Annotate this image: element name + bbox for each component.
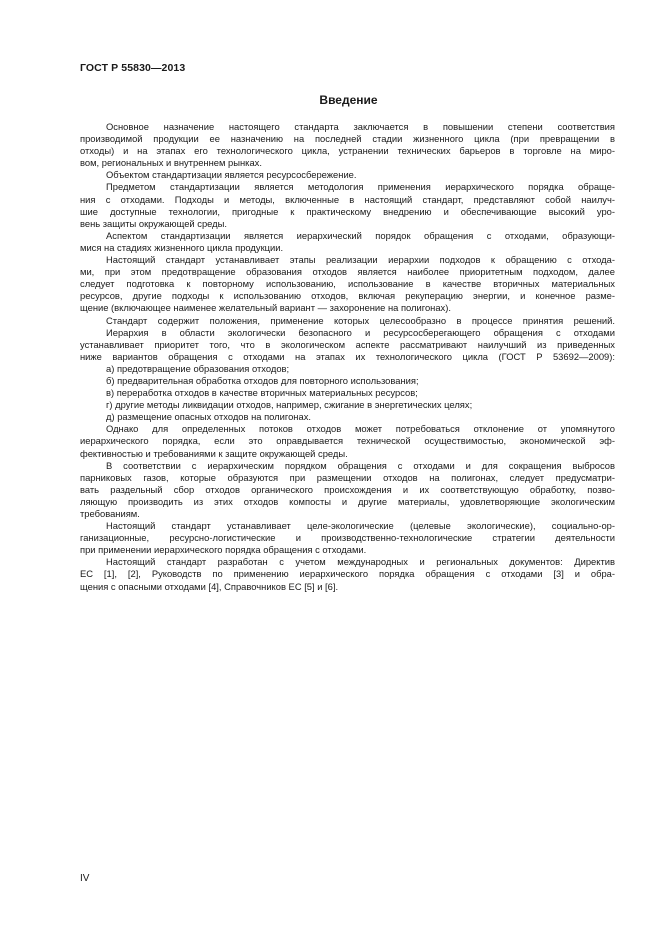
text-line: г) другие методы ликвидации отходов, например, сжигание в энергетических целях; bbox=[106, 399, 473, 411]
text-line: Иерархия в области экологически безопасного и ресурсосберегающего обращения с отходами bbox=[106, 326, 615, 338]
introduction-body bbox=[80, 121, 615, 593]
text-line: вень защиты окружающей среды. bbox=[80, 217, 227, 229]
text-line: щение (включающее наименее желательный вариант — захоронение на полигонах). bbox=[80, 302, 451, 314]
text-line: ресурсов, другие подходы к использованию отходов, включая рекуперацию энергии, и конечное разме- bbox=[80, 290, 615, 302]
text-line: ния с отходами. Подходы и методы, включенные в настоящий стандарт, представляют собой наилуч- bbox=[80, 193, 615, 205]
text-line: д) размещение опасных отходов на полигонах. bbox=[106, 411, 311, 423]
text-line: Настоящий стандарт устанавливает этапы реализации иерархии подходов к обращению с отхода- bbox=[106, 254, 615, 266]
text-line: Объектом стандартизации является ресурсосбережение. bbox=[106, 169, 357, 181]
text-line: мися на стадиях жизненного цикла продукции. bbox=[80, 241, 284, 253]
standard-code-header: ГОСТ Р 55830—2013 bbox=[80, 62, 186, 74]
text-line: ганизационные, ресурсно-логистические и производственно-технологические стратегии деятельности bbox=[80, 532, 615, 544]
text-line: ЕС [1], [2], Руководств по применению иерархического порядка обращения с отходами [3] и обра- bbox=[80, 568, 615, 580]
text-line: б) предварительная обработка отходов для повторного использования; bbox=[106, 374, 419, 386]
text-line: Предметом стандартизации является методология применения иерархического порядка обраще- bbox=[106, 181, 615, 193]
text-line: щения с опасными отходами [4], Справочников ЕС [5] и [6]. bbox=[80, 580, 339, 592]
text-line: Однако для определенных потоков отходов может потребоваться отклонение от упомянутого bbox=[106, 423, 615, 435]
text-line: иерархического порядка, если это оправдывается технической осуществимостью, экономической эф- bbox=[80, 435, 615, 447]
text-line: а) предотвращение образования отходов; bbox=[106, 362, 290, 374]
text-line: ниже вариантов обращения с отходами на этапах их технологического цикла (ГОСТ Р 53692—2009): bbox=[80, 350, 615, 362]
text-line: Аспектом стандартизации является иерархический порядок обращения с отходами, образующи- bbox=[106, 229, 615, 241]
text-line: вать раздельный сбор отходов органического происхождения и их соответствующую обработку, позво- bbox=[80, 483, 615, 495]
text-line: ми, при этом предотвращение образования отходов является наиболее приоритетным подходом, далее bbox=[80, 266, 615, 278]
text-line: Основное назначение настоящего стандарта заключается в повышении степени соответствия bbox=[106, 121, 615, 132]
text-line: Настоящий стандарт разработан с учетом международных и региональных документов: Директив bbox=[106, 556, 615, 568]
text-line: парниковых газов, которые образуются при размещении отходов на полигонах, следует предусматри- bbox=[80, 471, 615, 483]
text-line: вом, региональных и внутреннем рынках. bbox=[80, 157, 262, 169]
text-line: производимой продукции ее назначению на последней стадии жизненного цикла (при превращении в bbox=[80, 133, 615, 145]
section-title: Введение bbox=[319, 93, 378, 107]
text-line: Стандарт содержит положения, применение которых целесообразно в процессе принятия решений. bbox=[106, 314, 615, 326]
text-line: фективностью и требованиями к защите окружающей среды. bbox=[80, 447, 348, 459]
text-line: шие доступные технологии, пригодные к практическому внедрению и обеспечивающие высокий уро- bbox=[80, 205, 615, 217]
text-line: в) переработка отходов в качестве вторичных материальных ресурсов; bbox=[106, 387, 418, 399]
text-line: ляющую производить из этих отходов компосты и другие материалы, удовлетворяющие экологическим bbox=[80, 495, 615, 507]
text-line: В соответствии с иерархическим порядком обращения с отходами и для сокращения выбросов bbox=[106, 459, 615, 471]
text-line: Настоящий стандарт устанавливает целе-экологические (целевые экологические), социально-ор- bbox=[106, 520, 615, 532]
text-line: требованиям. bbox=[80, 508, 140, 519]
text-line: следует подготовка к повторному использованию, использование в качестве вторичных материальных bbox=[80, 278, 615, 290]
text-line: отходы) и на этапах его технологического цикла, устранении технических барьеров в торговле на миро- bbox=[80, 145, 615, 157]
page-number: IV bbox=[80, 873, 90, 884]
text-line: устанавливает приоритет того, что в экологическом аспекте рассматривают наилучший из приведенных bbox=[80, 338, 615, 350]
text-line: при применении иерархического порядка обращения с отходами. bbox=[80, 544, 367, 556]
